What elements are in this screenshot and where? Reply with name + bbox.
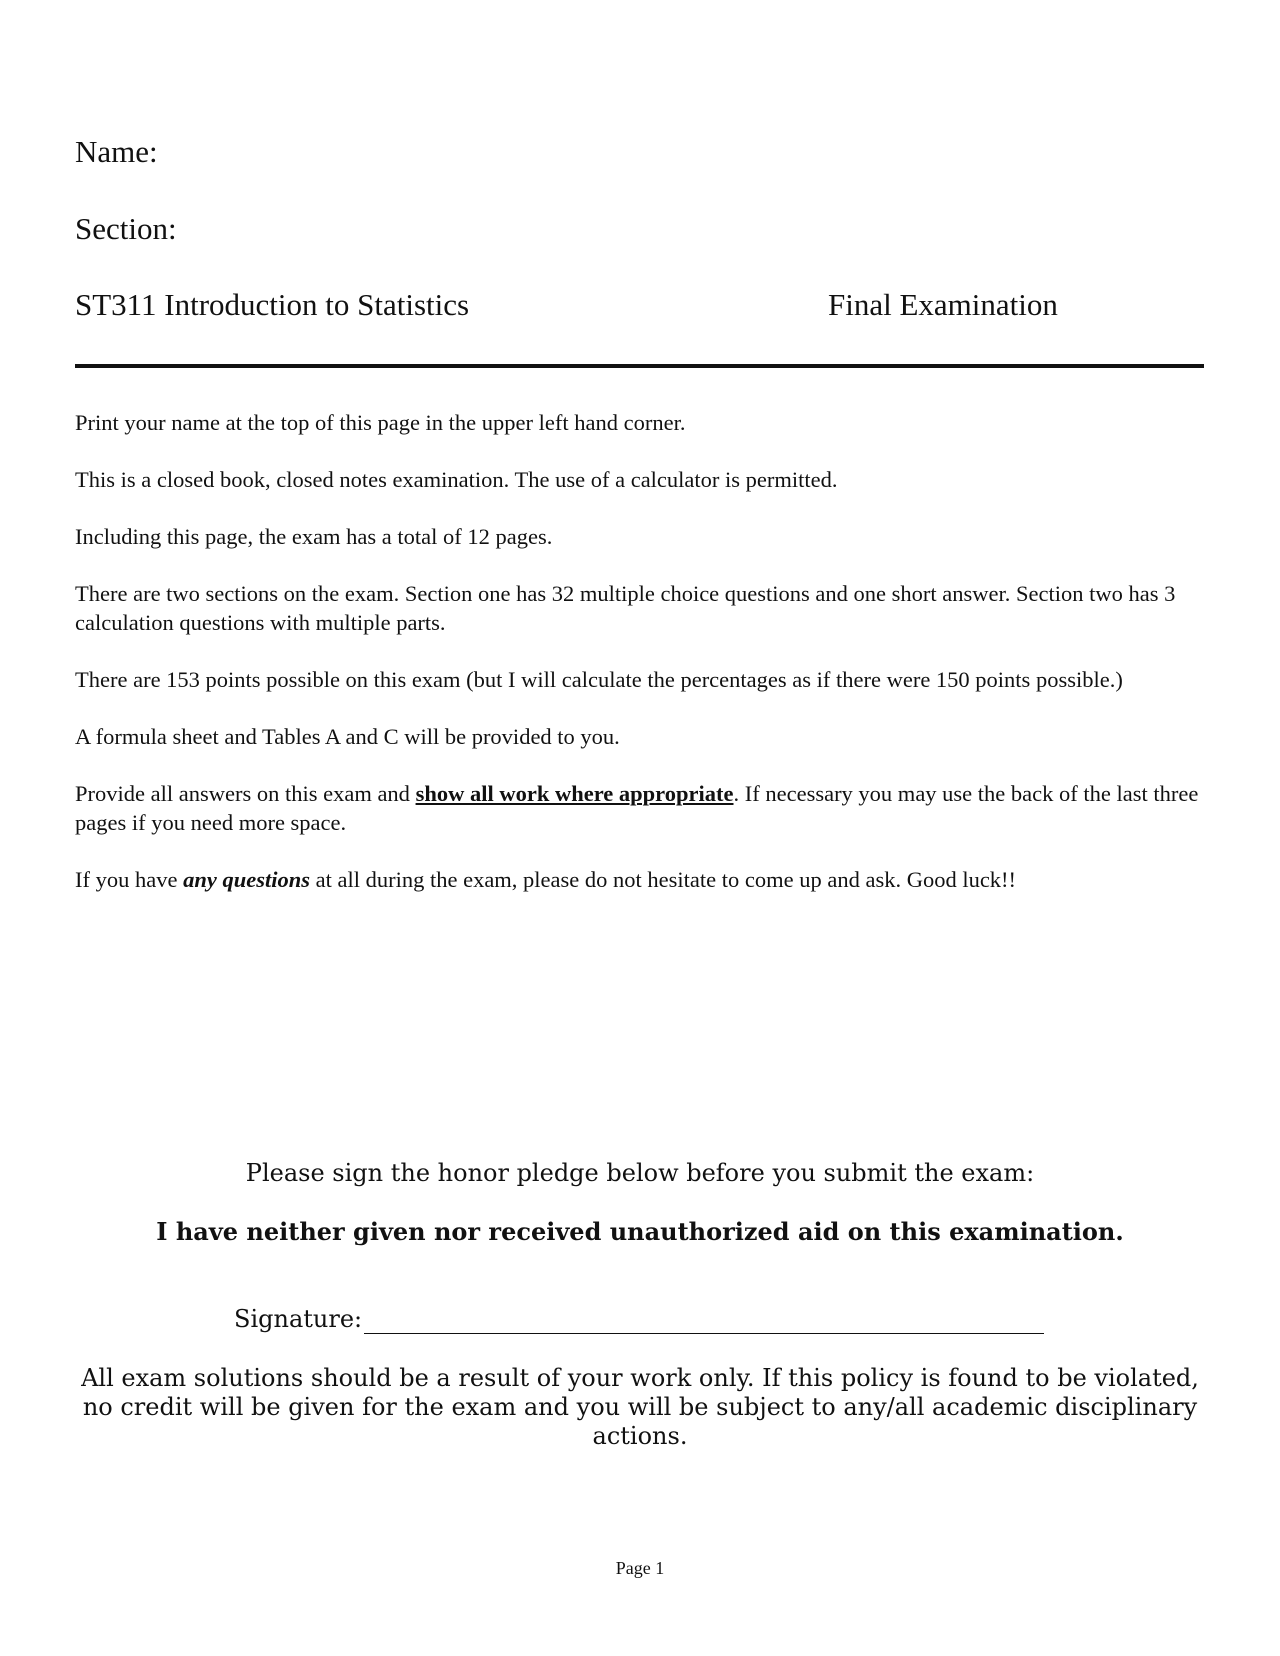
instruction-print-name: Print your name at the top of this page in the upper left hand corner. <box>75 410 686 435</box>
instruction-questions-after: at all during the exam, please do not hesitate to come up and ask. Good luck!! <box>310 867 1017 892</box>
name-label: Name: <box>75 134 158 169</box>
signature-line[interactable] <box>364 1307 1044 1334</box>
instructions-block <box>75 408 1210 922</box>
honor-pledge-statement: I have neither given nor received unauthorized aid on this examination. <box>156 1217 1124 1246</box>
instruction-show-work-emphasis: show all work where appropriate <box>415 781 734 806</box>
instruction-formula-sheet: A formula sheet and Tables A and C will be provided to you. <box>75 724 620 749</box>
instruction-show-work <box>75 779 1210 837</box>
header-divider <box>75 364 1204 368</box>
signature-label: Signature: <box>234 1305 363 1333</box>
signature-row <box>234 1304 1044 1334</box>
instruction-sections: There are two sections on the exam. Section one has 32 multiple choice questions and one short answer. Section two has 3 calculation questions with multiple parts. <box>75 581 1176 635</box>
instruction-show-work-after: . If necessary you may use the back of the last three pages if you need more space. <box>75 781 1199 835</box>
instruction-show-work-before: Provide all answers on this exam and <box>75 781 416 806</box>
instruction-questions <box>75 865 1210 894</box>
instruction-questions-before: If you have <box>75 867 184 892</box>
exam-title: Final Examination <box>828 287 1058 322</box>
course-title: ST311 Introduction to Statistics <box>75 287 470 322</box>
instruction-closed-book: This is a closed book, closed notes examination. The use of a calculator is permitted. <box>75 467 838 492</box>
instruction-questions-emphasis: any questions <box>183 867 310 892</box>
instruction-page-count: Including this page, the exam has a total of 12 pages. <box>75 524 553 549</box>
honor-pledge-prompt: Please sign the honor pledge below before you submit the exam: <box>245 1159 1035 1187</box>
page-number: Page 1 <box>615 1558 665 1578</box>
academic-policy-text: All exam solutions should be a result of your work only. If this policy is found to be violated, no credit will be given for the exam and you will be subject to any/all academic disciplinary actions. <box>81 1364 1199 1450</box>
section-label: Section: <box>75 211 177 246</box>
instruction-points: There are 153 points possible on this exam (but I will calculate the percentages as if there were 150 points possible.) <box>75 667 1123 692</box>
